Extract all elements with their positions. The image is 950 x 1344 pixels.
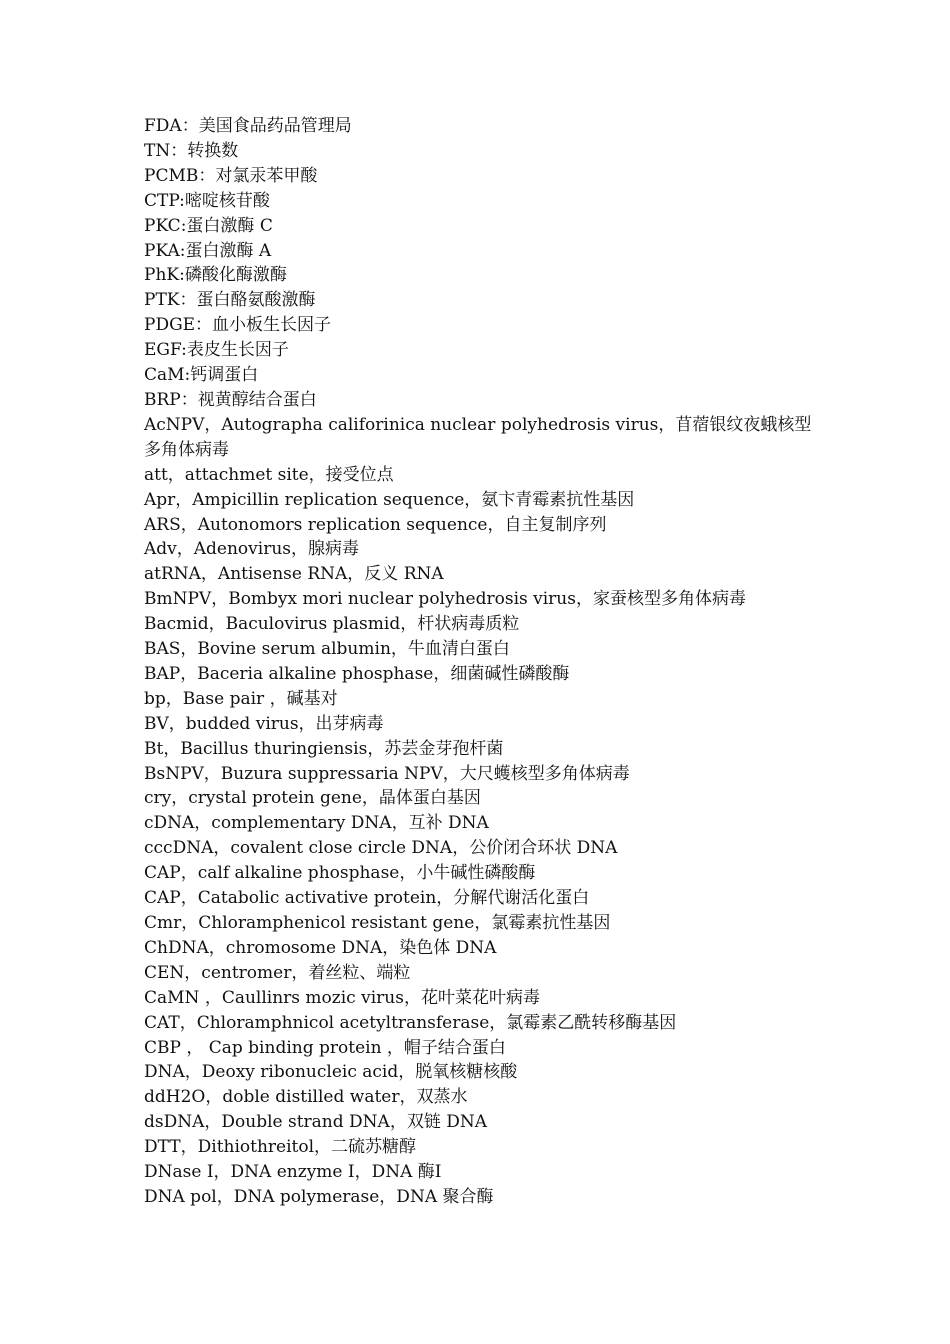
list-line: ddH2O，doble distilled water，双蒸水 (144, 1087, 468, 1108)
list-line: BmNPV，Bombyx mori nuclear polyhedrosis virus，家蚕核型多角体病毒 (144, 589, 746, 610)
list-line: dsDNA，Double strand DNA，双链 DNA (144, 1112, 488, 1133)
list-line: Bacmid，Baculovirus plasmid，杆状病毒质粒 (144, 614, 520, 635)
list-line: PCMB：对氯汞苯甲酸 (144, 165, 318, 186)
list-line: Cmr，Chloramphenicol resistant gene，氯霉素抗性基因 (144, 913, 611, 933)
list-line: PDGE：血小板生长因子 (144, 315, 332, 336)
list-line: Bt，Bacillus thuringiensis，苏芸金芽孢杆菌 (144, 738, 504, 759)
list-line: Apr，Ampicillin replication sequence，氨卞青霉素抗性基因 (144, 489, 635, 510)
list-line: CTP:嘧啶核苷酸 (144, 190, 270, 211)
list-line: CEN，centromer，着丝粒、端粒 (144, 962, 411, 983)
list-line: DNA pol，DNA polymerase，DNA 聚合酶 (144, 1186, 494, 1207)
list-line: AcNPV，Autographa califorinica nuclear polyhedrosis virus，苜蓿银纹夜蛾核型多角体病毒 (144, 414, 812, 460)
list-line: CAP，calf alkaline phosphase，小牛碱性磷酸酶 (144, 863, 536, 884)
list-line: Adv，Adenovirus，腺病毒 (144, 539, 360, 560)
list-line: CAT，Chloramphnicol acetyltransferase，氯霉素乙酰转移酶基因 (144, 1012, 677, 1033)
list-line: DNase Ⅰ，DNA enzyme Ⅰ，DNA 酶Ⅰ (144, 1162, 442, 1183)
list-line: EGF:表皮生长因子 (144, 340, 289, 361)
list-line: BsNPV，Buzura suppressaria NPV，大尺蠖核型多角体病毒 (144, 763, 630, 784)
list-line: PKA:蛋白激酶 A (144, 240, 272, 261)
list-line: PhK:磷酸化酶激酶 (144, 265, 287, 286)
list-line: DNA，Deoxy ribonucleic acid，脱氧核糖核酸 (144, 1062, 518, 1083)
list-line: CAP，Catabolic activative protein，分解代谢活化蛋白 (144, 888, 590, 909)
list-line: CaMN ，Caullinrs mozic virus，花叶菜花叶病毒 (144, 987, 540, 1008)
list-line: att，attachmet site，接受位点 (144, 464, 394, 485)
list-line: DTT，Dithiothreitol，二硫苏糖醇 (144, 1137, 417, 1158)
list-line: PKC:蛋白激酶 C (144, 215, 273, 236)
list-line: BAP，Baceria alkaline phosphase，细菌碱性磷酸酶 (144, 663, 570, 684)
list-line: ChDNA，chromosome DNA，染色体 DNA (144, 937, 497, 958)
list-line: BAS，Bovine serum albumin，牛血清白蛋白 (144, 639, 510, 660)
list-line: PTK：蛋白酪氨酸激酶 (144, 290, 316, 311)
list-line: CaM:钙调蛋白 (144, 365, 259, 386)
list-line: BV，budded virus，出芽病毒 (144, 713, 384, 734)
list-line: bp，Base pair ，碱基对 (144, 688, 338, 709)
list-line: cccDNA，covalent close circle DNA，公价闭合环状 DNA (144, 838, 618, 859)
list-line: TN：转换数 (144, 140, 239, 161)
list-line: atRNA，Antisense RNA，反义 RNA (144, 564, 444, 585)
list-line: cDNA，complementary DNA，互补 DNA (144, 813, 489, 834)
list-line: CBP ， Cap binding protein ，帽子结合蛋白 (144, 1037, 506, 1058)
abbreviation-list (144, 114, 814, 1210)
list-line: ARS，Autonomors replication sequence，自主复制序列 (144, 514, 607, 535)
list-line: BRP：视黄醇结合蛋白 (144, 389, 317, 410)
list-line: cry，crystal protein gene，晶体蛋白基因 (144, 788, 481, 809)
list-line: FDA：美国食品药品管理局 (144, 116, 352, 136)
